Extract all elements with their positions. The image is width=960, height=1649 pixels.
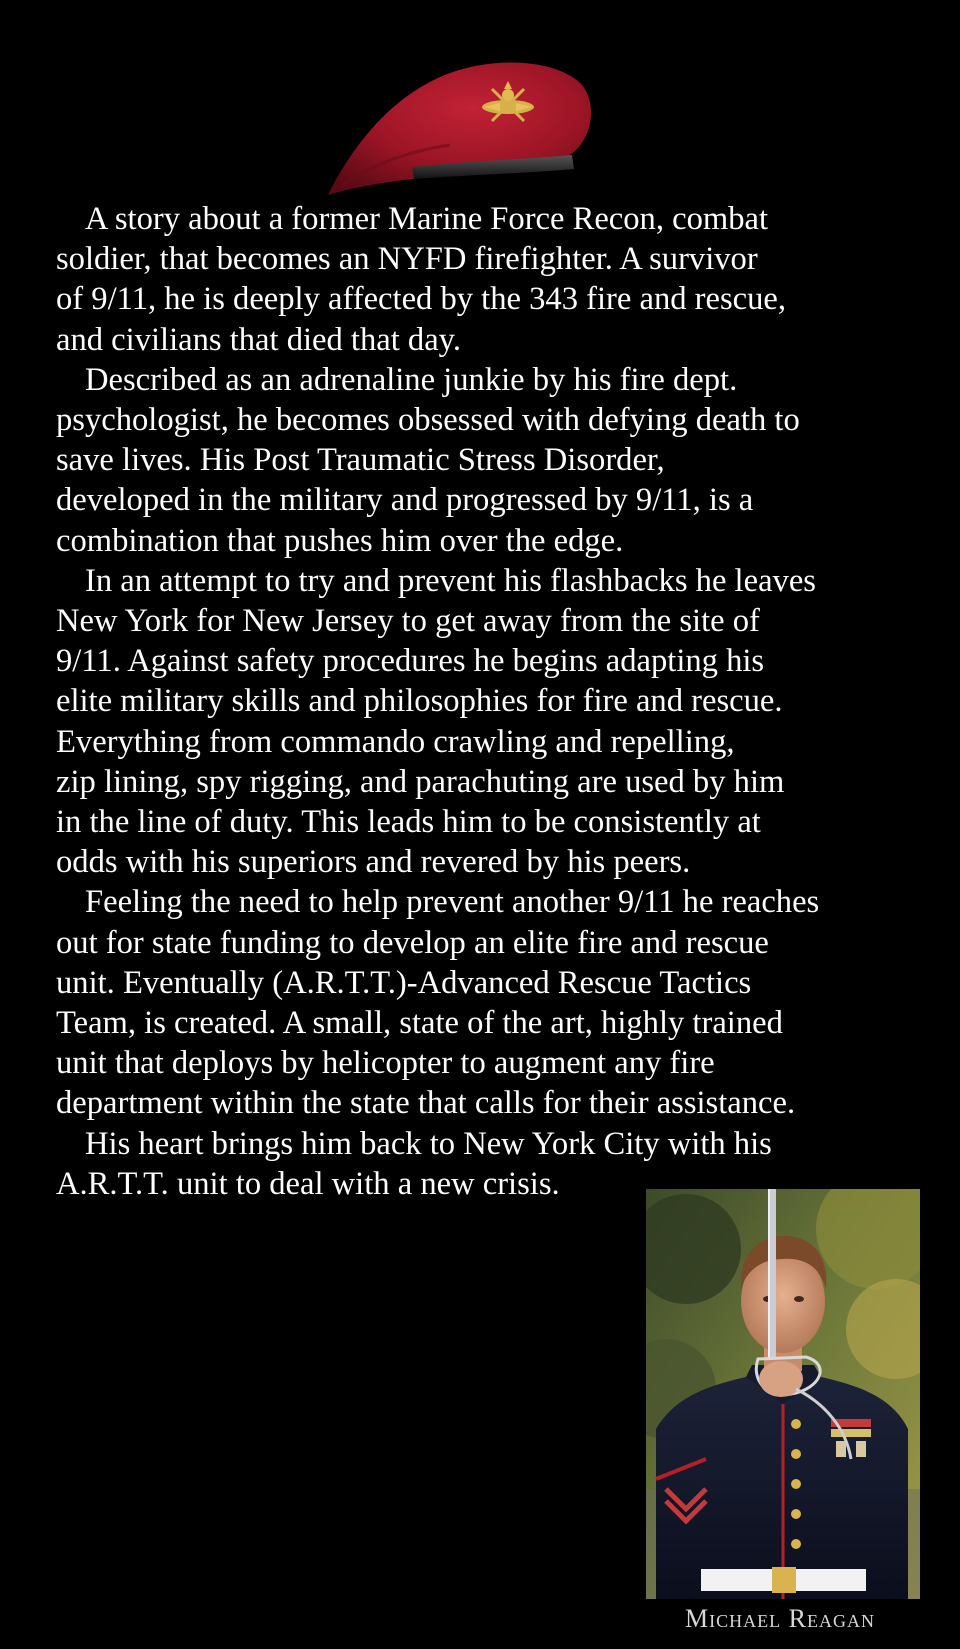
beret-illustration: [320, 55, 600, 205]
text-line: unit. Eventually (A.R.T.T.)-Advanced Rescue Tactics: [56, 964, 752, 1001]
text-line: department within the state that calls for their assistance.: [56, 1085, 796, 1122]
text-line: A.R.T.T. unit to deal with a new crisis.: [56, 1165, 560, 1202]
author-name: Michael Reagan: [685, 1604, 875, 1633]
paragraph-1: [56, 199, 936, 360]
text-line: in the line of duty. This leads him to be consistently at: [56, 804, 761, 841]
paragraph-4: [56, 882, 936, 1123]
text-line: combination that pushes him over the edge.: [56, 522, 624, 559]
text-line: In an attempt to try and prevent his flashbacks he leaves: [85, 562, 816, 599]
paragraph-2: [56, 360, 936, 561]
synopsis: [56, 199, 936, 1204]
text-line: unit that deploys by helicopter to augment any fire: [56, 1045, 715, 1082]
paragraph-3: [56, 561, 936, 883]
text-line: His heart brings him back to New York City with his: [85, 1125, 772, 1162]
text-line: psychologist, he becomes obsessed with defying death to: [56, 402, 800, 439]
text-line: elite military skills and philosophies for fire and rescue.: [56, 683, 783, 720]
text-line: and civilians that died that day.: [56, 321, 461, 358]
text-line: of 9/11, he is deeply affected by the 343 fire and rescue,: [56, 281, 787, 318]
text-line: zip lining, spy rigging, and parachuting are used by him: [56, 763, 785, 800]
text-line: A story about a former Marine Force Recon, combat: [85, 201, 769, 237]
text-line: Feeling the need to help prevent another 9/11 he reaches: [85, 884, 820, 921]
text-line: Everything from commando crawling and repelling,: [56, 723, 735, 760]
author-photo: [646, 1189, 920, 1599]
text-line: New York for New Jersey to get away from the site of: [56, 603, 760, 640]
text-line: soldier, that becomes an NYFD firefighter. A survivor: [56, 241, 758, 278]
text-line: developed in the military and progressed by 9/11, is a: [56, 482, 754, 519]
beret-icon: [320, 55, 600, 205]
author-portrait-image: [646, 1189, 920, 1599]
text-line: Team, is created. A small, state of the art, highly trained: [56, 1005, 783, 1042]
text-line: 9/11. Against safety procedures he begins adapting his: [56, 643, 765, 680]
text-line: out for state funding to develop an elite fire and rescue: [56, 924, 769, 961]
text-line: Described as an adrenaline junkie by his fire dept.: [85, 361, 738, 398]
text-line: odds with his superiors and revered by his peers.: [56, 844, 691, 881]
text-line: save lives. His Post Traumatic Stress Disorder,: [56, 442, 665, 479]
